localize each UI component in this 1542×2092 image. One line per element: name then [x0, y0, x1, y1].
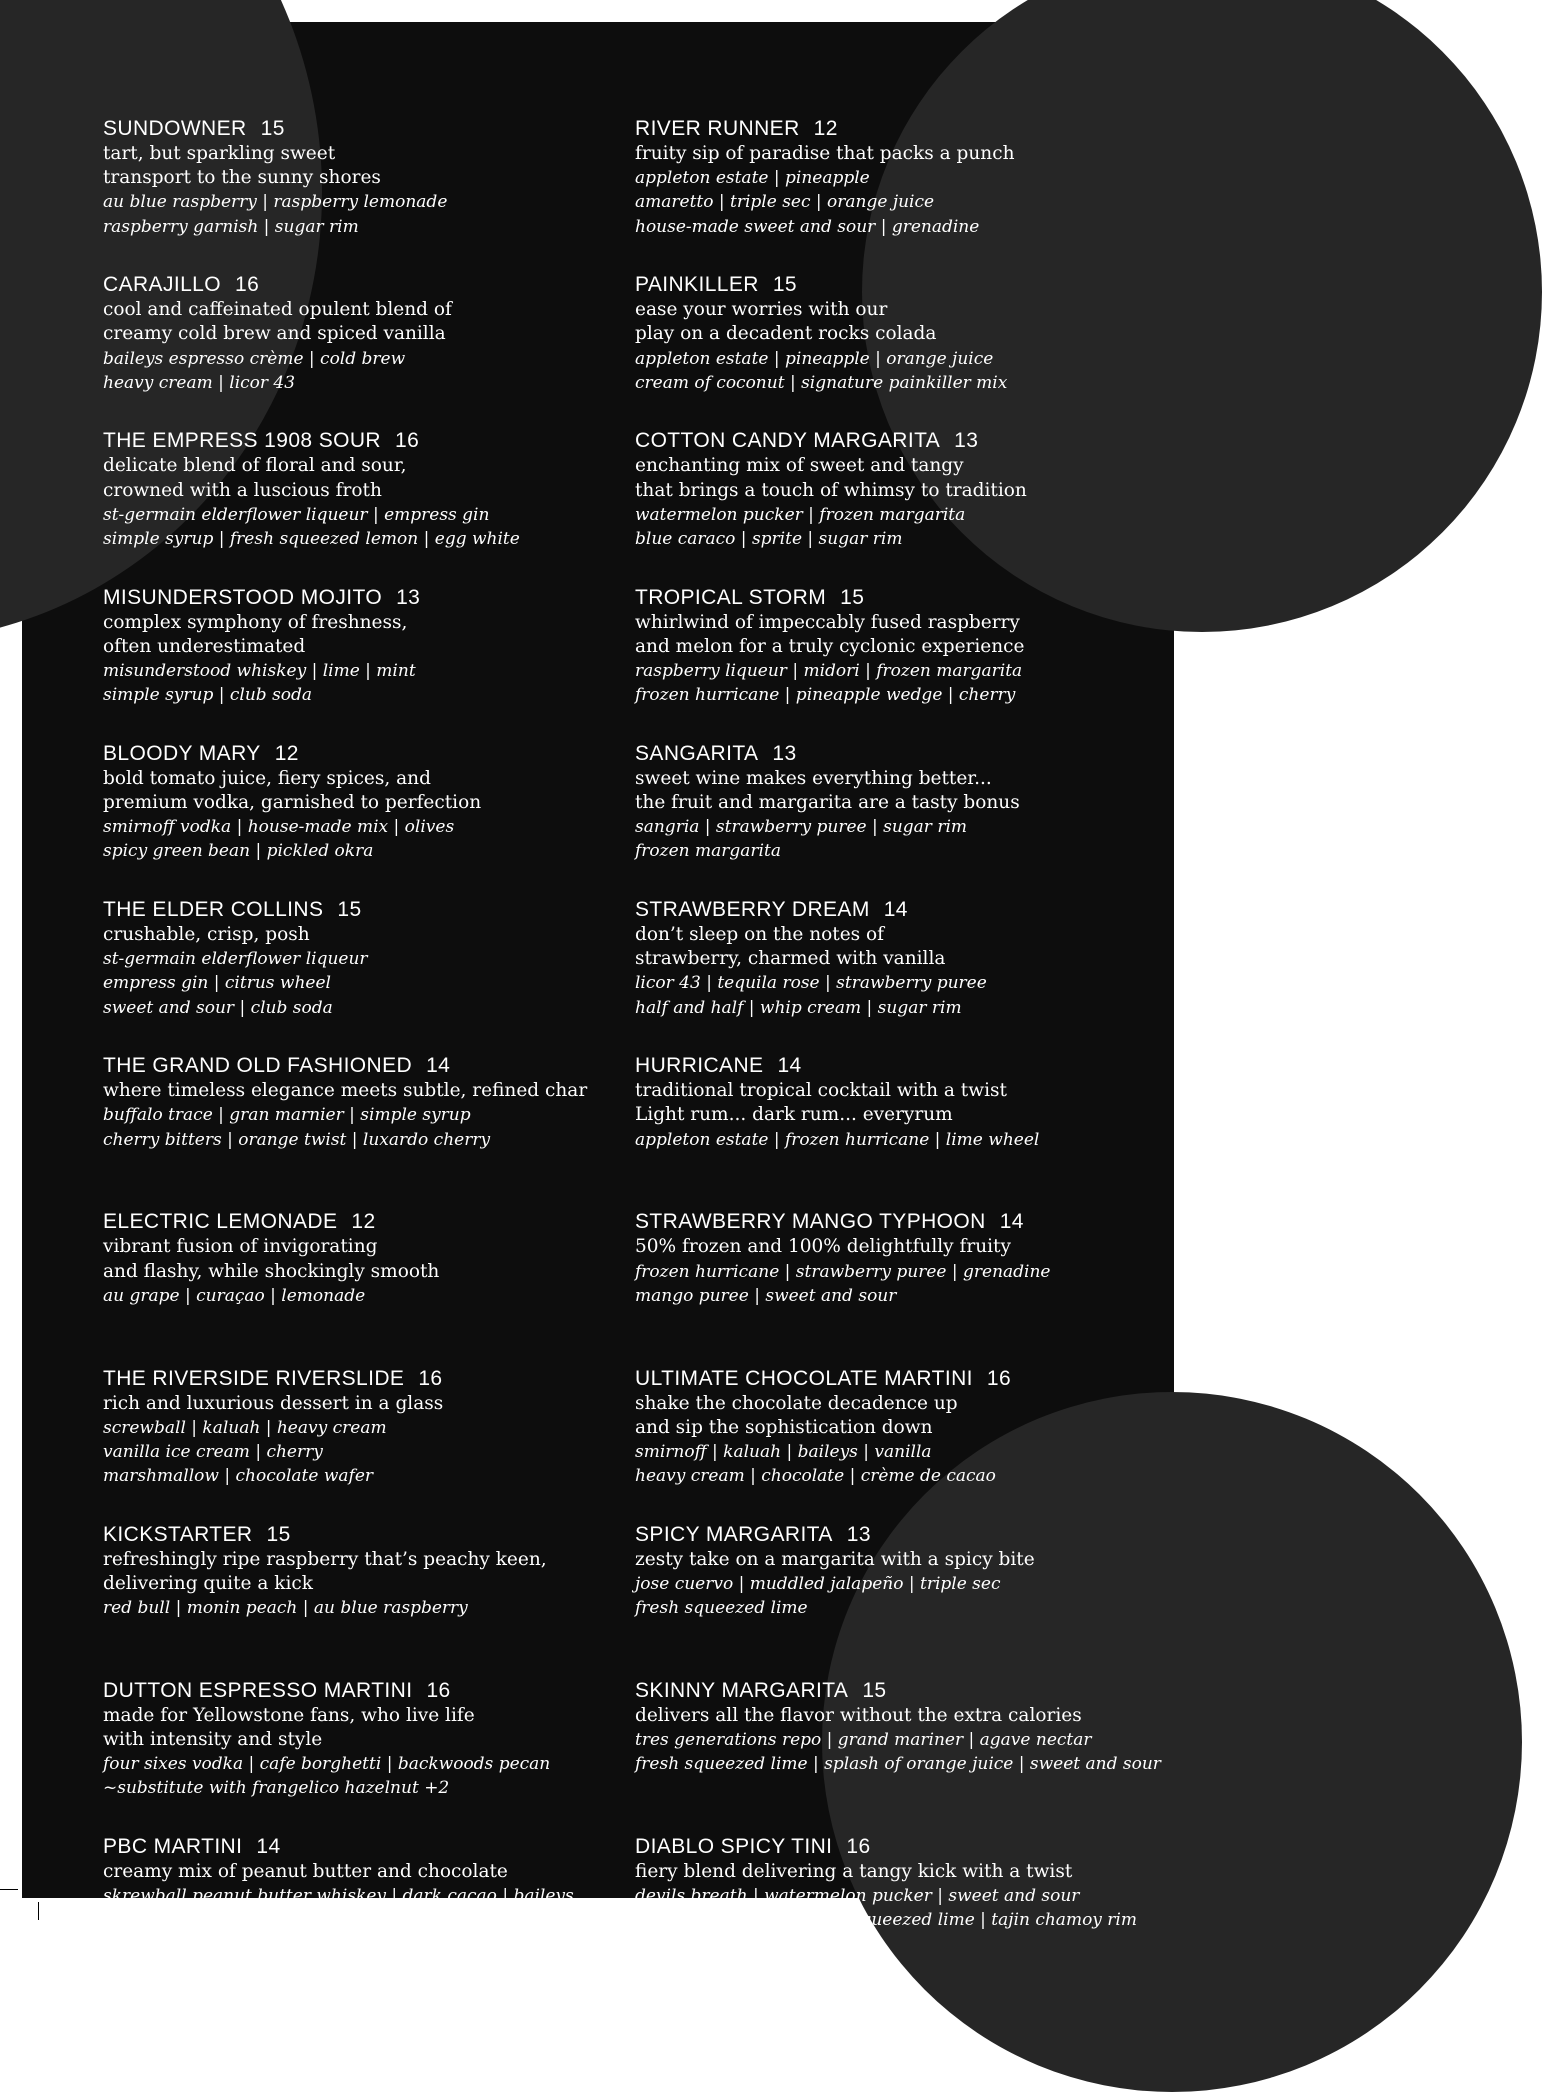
- menu-item-ingredients: heavy cream | licor 43: [103, 372, 296, 393]
- menu-item-header: [103, 741, 603, 767]
- menu-item-price: 13: [954, 429, 979, 453]
- menu-item-header: [635, 1366, 1155, 1392]
- menu-item-price: 14: [777, 1054, 802, 1078]
- menu-item-price: 15: [260, 117, 285, 140]
- menu-item-price: 16: [418, 1366, 443, 1390]
- menu-item-description: ease your worries with our: [635, 299, 888, 321]
- menu-item: [103, 116, 603, 272]
- menu-item-ingredients: cream of coconut | signature painkiller mix: [635, 372, 1008, 393]
- menu-item-header: [103, 272, 603, 298]
- menu-item-description: made for Yellowstone fans, who live life: [103, 1704, 475, 1726]
- menu-item: [103, 1522, 603, 1678]
- menu-item-description: and sip the sophistication down: [635, 1416, 933, 1438]
- menu-item: [103, 1053, 603, 1209]
- menu-item-price: 15: [862, 1678, 887, 1702]
- menu-item-ingredients: fresh squeezed lime | splash of orange juice | sweet and sour: [635, 1754, 1161, 1775]
- menu-item-description: delivering quite a kick: [103, 1572, 313, 1594]
- menu-item-description: rich and luxurious dessert in a glass: [103, 1392, 444, 1414]
- menu-item-header: [635, 1209, 1155, 1235]
- menu-item-price: 15: [266, 1522, 291, 1546]
- menu-item-ingredients: empress gin | citrus wheel: [103, 973, 331, 994]
- menu-item-description: delivers all the flavor without the extra calories: [635, 1704, 1082, 1726]
- menu-item-header: [635, 1678, 1155, 1704]
- menu-item-ingredients: watermelon pucker | frozen margarita: [635, 504, 966, 525]
- menu-item: [103, 1209, 603, 1365]
- menu-item-description: Light rum... dark rum... everyrum: [635, 1104, 953, 1126]
- menu-item-ingredients: strawberry puree | fresh squeezed lime | tajin chamoy rim: [635, 1910, 1137, 1931]
- menu-item-ingredients: smirnoff vodka | house-made mix | olives: [103, 817, 455, 838]
- menu-column-right: [635, 116, 1161, 1990]
- menu-item-header: [635, 116, 1155, 142]
- menu-item-ingredients: au grape | curaçao | lemonade: [103, 1285, 366, 1306]
- menu-item: [635, 741, 1155, 897]
- menu-item-name: THE EMPRESS 1908 SOUR: [103, 429, 381, 453]
- menu-item-description: tart, but sparkling sweet: [103, 143, 336, 164]
- menu-item-ingredients: devils breath | watermelon pucker | sweet and sour: [635, 1886, 1080, 1907]
- menu-item-price: 13: [396, 585, 421, 609]
- menu-item-name: PBC MARTINI: [103, 1835, 243, 1859]
- menu-item-ingredients: fresh squeezed lime: [635, 1598, 808, 1619]
- menu-item-description: delicate blend of floral and sour,: [103, 455, 407, 477]
- menu-item-name: SUNDOWNER: [103, 117, 247, 140]
- menu-item-name: STRAWBERRY DREAM: [635, 897, 870, 921]
- menu-item: [635, 272, 1155, 428]
- menu-item-description: traditional tropical cocktail with a twist: [635, 1080, 1007, 1102]
- menu-item: [103, 272, 603, 428]
- menu-item-description: crushable, crisp, posh: [103, 923, 310, 945]
- menu-item-ingredients: appleton estate | pineapple | orange juice: [635, 348, 994, 369]
- menu-item-description: shake the chocolate decadence up: [635, 1392, 958, 1414]
- menu-item-ingredients: simple syrup | club soda: [103, 685, 313, 706]
- menu-column-left: [103, 116, 603, 1990]
- menu-item: [103, 428, 603, 584]
- menu-item-ingredients: vanilla ice cream | cherry: [103, 1441, 323, 1462]
- menu-item-price: 16: [234, 273, 260, 297]
- menu-item-name: THE RIVERSIDE RIVERSLIDE: [103, 1366, 405, 1390]
- menu-item-name: DIABLO SPICY TINI: [635, 1835, 833, 1859]
- crop-mark: [0, 1889, 18, 1890]
- menu-item-header: [103, 1209, 603, 1235]
- menu-item-name: COTTON CANDY MARGARITA: [635, 429, 941, 453]
- menu-item-ingredients: sangria | strawberry puree | sugar rim: [635, 817, 968, 838]
- menu-item-name: ELECTRIC LEMONADE: [103, 1210, 338, 1234]
- menu-item-ingredients: appleton estate | frozen hurricane | lime wheel: [635, 1129, 1040, 1150]
- menu-item-ingredients: misunderstood whiskey | lime | mint: [103, 660, 416, 681]
- menu-item-header: [635, 1834, 1155, 1860]
- menu-item-price: 12: [274, 741, 299, 765]
- menu-item: [103, 585, 603, 741]
- menu-item-ingredients: simple syrup | fresh squeezed lemon | egg white: [103, 528, 520, 549]
- menu-item-name: CARAJILLO: [103, 273, 221, 297]
- menu-item-description: with intensity and style: [103, 1729, 323, 1751]
- menu-item-price: 13: [772, 741, 797, 765]
- menu-item-price: 12: [813, 117, 838, 140]
- menu-item-header: [635, 1522, 1155, 1548]
- menu-item-ingredients: screwball | kaluah | heavy cream: [103, 1417, 387, 1438]
- menu-item-description: sweet wine makes everything better...: [635, 767, 992, 789]
- menu-item-description: 50% frozen and 100% delightfully fruity: [635, 1236, 1011, 1258]
- menu-item-description: complex symphony of freshness,: [103, 611, 408, 633]
- menu-item-description: often underestimated: [103, 635, 306, 657]
- menu-item-description: that brings a touch of whimsy to tradition: [635, 479, 1027, 501]
- menu-item: [103, 1366, 603, 1522]
- menu-item-price: 14: [426, 1054, 451, 1078]
- menu-item-price: 16: [426, 1678, 451, 1702]
- menu-item-description: premium vodka, garnished to perfection: [103, 791, 482, 813]
- menu-item-price: 15: [337, 897, 362, 921]
- menu-item-ingredients: frozen margarita: [635, 841, 781, 862]
- menu-item: [635, 1366, 1155, 1522]
- menu-item-header: [635, 897, 1155, 923]
- menu-item-header: [635, 741, 1155, 767]
- menu-item-ingredients: sweet and sour | club soda: [103, 997, 333, 1018]
- menu-item-price: 12: [351, 1210, 376, 1234]
- menu-item-description: don’t sleep on the notes of: [635, 923, 885, 945]
- menu-item-name: BLOODY MARY: [103, 741, 261, 765]
- menu-item-header: [103, 1678, 603, 1704]
- menu-item-ingredients: house-made sweet and sour | grenadine: [635, 216, 980, 237]
- menu-item-ingredients: frozen hurricane | strawberry puree | grenadine: [635, 1261, 1051, 1282]
- menu-item-ingredients: raspberry garnish | sugar rim: [103, 216, 359, 237]
- menu-item-header: [103, 428, 603, 454]
- menu-item-header: [635, 1053, 1155, 1079]
- menu-item: [635, 585, 1155, 741]
- menu-item-header: [635, 272, 1155, 298]
- menu-item-header: [103, 1834, 603, 1860]
- menu-item-description: zesty take on a margarita with a spicy bite: [635, 1548, 1035, 1570]
- menu-item-price: 16: [846, 1835, 871, 1859]
- menu-item-ingredients: jose cuervo | muddled jalapeño | triple sec: [635, 1573, 1001, 1594]
- menu-item-ingredients: frozen hurricane | pineapple wedge | cherry: [635, 685, 1016, 706]
- menu-item-ingredients: st-germain elderflower liqueur | empress gin: [103, 504, 490, 525]
- menu-item: [635, 897, 1155, 1053]
- menu-item: [103, 1834, 603, 1990]
- menu-item-ingredients: four sixes vodka | cafe borghetti | backwoods pecan: [103, 1754, 551, 1775]
- menu-item-ingredients: red bull | monin peach | au blue raspberry: [103, 1598, 468, 1619]
- menu-item-price: 13: [846, 1522, 871, 1546]
- menu-item-description: the fruit and margarita are a tasty bonus: [635, 791, 1020, 813]
- menu-item-ingredients: marshmallow | chocolate wafer: [103, 1466, 373, 1487]
- menu-item-ingredients: half and half | whip cream | sugar rim: [635, 997, 962, 1018]
- menu-item-name: SPICY MARGARITA: [635, 1522, 833, 1546]
- menu-item: [635, 1678, 1161, 1834]
- menu-item: [635, 116, 1155, 272]
- menu-item: [635, 428, 1155, 584]
- menu-item-name: MISUNDERSTOOD MOJITO: [103, 585, 383, 609]
- menu-item: [635, 1053, 1155, 1209]
- menu-item-name: HURRICANE: [635, 1054, 764, 1078]
- menu-item-description: vibrant fusion of invigorating: [103, 1236, 378, 1258]
- menu-item-ingredients: licor 43 | tequila rose | strawberry puree: [635, 973, 987, 994]
- menu-item-price: 15: [772, 273, 797, 297]
- menu-item-description: strawberry, charmed with vanilla: [635, 948, 946, 970]
- menu-item-ingredients: mango puree | sweet and sour: [635, 1285, 897, 1306]
- menu-item-header: [103, 1053, 603, 1079]
- menu-item-description: crowned with a luscious froth: [103, 479, 382, 501]
- menu-item-description: where timeless elegance meets subtle, refined char: [103, 1080, 588, 1102]
- menu-item: [103, 1678, 603, 1834]
- menu-page: [22, 22, 1174, 1931]
- menu-item-header: [103, 116, 603, 142]
- crop-mark: [38, 1902, 39, 1920]
- menu-item-name: STRAWBERRY MANGO TYPHOON: [635, 1210, 986, 1234]
- menu-item-name: ULTIMATE CHOCOLATE MARTINI: [635, 1366, 973, 1390]
- menu-item-description: fiery blend delivering a tangy kick with a twist: [635, 1861, 1073, 1883]
- menu-item-ingredients: cherry bitters | orange twist | luxardo cherry: [103, 1129, 491, 1150]
- menu-item-name: DUTTON ESPRESSO MARTINI: [103, 1678, 413, 1702]
- menu-item-price: 16: [395, 429, 420, 453]
- menu-item-description: refreshingly ripe raspberry that’s peachy keen,: [103, 1548, 547, 1570]
- menu-item: [635, 1834, 1155, 1990]
- menu-item-ingredients: raspberry liqueur | midori | frozen margarita: [635, 660, 1023, 681]
- menu-item-ingredients: heavy cream | chocolate | crème de cacao: [635, 1466, 996, 1487]
- menu-item-price: 16: [986, 1366, 1012, 1390]
- menu-item-header: [635, 428, 1155, 454]
- menu-item-description: creamy cold brew and spiced vanilla: [103, 323, 446, 345]
- menu-item-header: [103, 897, 603, 923]
- menu-item-description: cool and caffeinated opulent blend of: [103, 299, 452, 321]
- menu-item-name: PAINKILLER: [635, 273, 759, 297]
- menu-item-description: transport to the sunny shores: [103, 167, 381, 189]
- menu-item-price: 14: [256, 1835, 281, 1859]
- menu-item-name: THE ELDER COLLINS: [103, 897, 324, 921]
- menu-item-ingredients: spicy green bean | pickled okra: [103, 841, 374, 862]
- menu-item-name: SANGARITA: [635, 741, 759, 765]
- menu-item-header: [103, 585, 603, 611]
- menu-item-description: whirlwind of impeccably fused raspberry: [635, 611, 1020, 633]
- menu-item-description: creamy mix of peanut butter and chocolate: [103, 1861, 508, 1883]
- menu-item-description: fruity sip of paradise that packs a punch: [635, 143, 1015, 164]
- menu-item-price: 14: [883, 897, 908, 921]
- menu-item-ingredients: buffalo trace | gran marnier | simple syrup: [103, 1105, 471, 1126]
- menu-item-ingredients: blue caraco | sprite | sugar rim: [635, 528, 903, 549]
- menu-item-ingredients: ~substitute with frangelico hazelnut +2: [103, 1778, 450, 1799]
- menu-item-ingredients: smirnoff | kaluah | baileys | vanilla: [635, 1441, 932, 1462]
- menu-item-header: [103, 1522, 603, 1548]
- menu-item-header: [103, 1366, 603, 1392]
- menu-item-ingredients: baileys espresso crème | cold brew: [103, 348, 406, 369]
- menu-item-ingredients: skrewball peanut butter whiskey | dark cacao | baileys: [103, 1886, 574, 1907]
- menu-item-description: play on a decadent rocks colada: [635, 323, 937, 345]
- menu-item-description: enchanting mix of sweet and tangy: [635, 455, 964, 477]
- menu-item-name: SKINNY MARGARITA: [635, 1678, 849, 1702]
- menu-item-ingredients: au blue raspberry | raspberry lemonade: [103, 192, 448, 213]
- menu-item-price: 15: [840, 585, 865, 609]
- menu-item: [635, 1522, 1155, 1678]
- menu-item: [103, 741, 603, 897]
- menu-item-description: and melon for a truly cyclonic experience: [635, 635, 1025, 657]
- menu-item-price: 14: [999, 1210, 1024, 1234]
- menu-item-ingredients: appleton estate | pineapple: [635, 168, 870, 189]
- menu-item-name: THE GRAND OLD FASHIONED: [103, 1054, 413, 1078]
- menu-item-name: TROPICAL STORM: [635, 585, 827, 609]
- menu-item: [103, 897, 603, 1053]
- menu-item-ingredients: tres generations repo | grand mariner | agave nectar: [635, 1730, 1092, 1751]
- menu-item-ingredients: amaretto | triple sec | orange juice: [635, 192, 935, 213]
- menu-item: [635, 1209, 1155, 1365]
- menu-item-description: and flashy, while shockingly smooth: [103, 1260, 440, 1282]
- menu-item-ingredients: st-germain elderflower liqueur: [103, 949, 368, 970]
- menu-item-name: RIVER RUNNER: [635, 117, 800, 140]
- menu-item-name: KICKSTARTER: [103, 1522, 253, 1546]
- menu-item-description: bold tomato juice, fiery spices, and: [103, 767, 431, 789]
- menu-item-header: [635, 585, 1155, 611]
